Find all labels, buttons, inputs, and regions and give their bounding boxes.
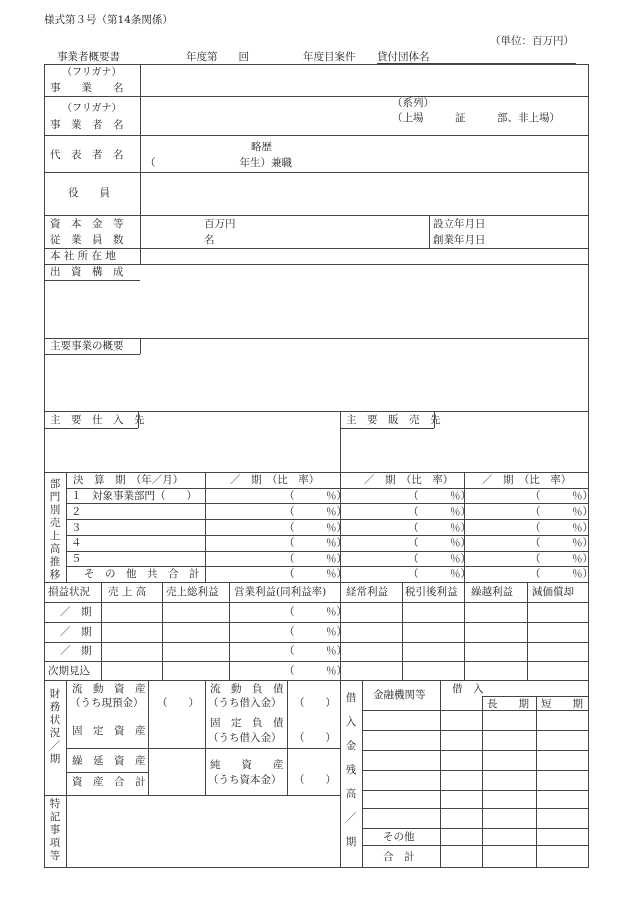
employees-unit: 名: [204, 234, 215, 246]
sales-side-label: 部門別売上高推移: [49, 478, 61, 581]
sales-row-3: ３: [71, 522, 82, 534]
sales-row-5: ５: [71, 553, 82, 565]
profit-header-sales: 売 上 高: [108, 586, 147, 598]
fixed-assets-label: 固 定 資 産: [72, 725, 146, 737]
officers-label: 役 員: [68, 187, 110, 199]
of-borrowing-label: （うち借入金）: [208, 697, 282, 709]
pct-cell: （ ％）: [284, 626, 347, 638]
pct-cell: （ ％）: [408, 522, 471, 534]
paren-cell: （ ）: [157, 697, 199, 709]
current-liab-label: 流 動 負 債: [210, 683, 284, 695]
sales-row-2: ２: [71, 506, 82, 518]
paren-cell: （ ）: [294, 774, 336, 786]
representative-label: 代 表 者 名: [50, 149, 124, 161]
profit-header-operating: 営業利益(同利益率): [234, 586, 327, 598]
long-term-label: 長 期: [487, 698, 529, 710]
pct-cell: （ ％）: [408, 490, 471, 502]
business-name-label: 事 業 名: [50, 82, 124, 94]
document-title: 事業者概要書: [57, 51, 120, 63]
born-year-label: （ 年生）兼職: [145, 157, 292, 169]
profit-header-ordinary: 経常利益: [346, 586, 388, 598]
established-label: 設立年月日: [433, 218, 486, 230]
furigana-label-2: （フリガナ）: [62, 103, 122, 114]
fiscal-case: 年度目案件: [303, 51, 356, 63]
period-col-1: ／ 期 （比 率）: [230, 474, 320, 486]
pct-cell: （ ％）: [284, 568, 347, 580]
pct-cell: （ ％）: [530, 506, 593, 518]
profit-header-label: 損益状況: [48, 586, 90, 598]
unit-label: （単位：百万円）: [490, 35, 574, 47]
paren-cell: （ ）: [294, 732, 336, 744]
of-cash-label: （うち現預金）: [70, 697, 144, 709]
pct-cell: （ ％）: [408, 537, 471, 549]
suppliers-label: 主 要 仕 入 先: [50, 414, 145, 426]
pct-cell: （ ％）: [284, 537, 347, 549]
profit-period-3: ／ 期: [60, 645, 92, 657]
form-number: 様式第３号（第14条関係）: [44, 14, 173, 26]
pct-cell: （ ％）: [530, 490, 593, 502]
capital-label: 資 本 金 等: [50, 218, 124, 230]
career-label: 略歴: [251, 141, 272, 153]
profit-header-depreciation: 減価償却: [532, 586, 574, 598]
operator-name-label: 事 業 者 名: [50, 119, 124, 131]
finance-side-label: 財務状況／期: [49, 688, 61, 765]
affiliation-label: （系列）: [392, 97, 434, 109]
pct-cell: （ ％）: [408, 553, 471, 565]
hq-address-label: 本 社 所 在 地: [50, 250, 116, 262]
fixed-liab-label: 固 定 負 債: [210, 717, 284, 729]
sales-row-1: １ 対象事業部門（ ）: [71, 490, 197, 502]
profit-header-retained: 繰越利益: [471, 586, 513, 598]
pct-cell: （ ％）: [284, 645, 347, 657]
employees-label: 従 業 員 数: [50, 234, 124, 246]
borrowing-label: 借 入: [452, 683, 484, 695]
total-assets-label: 資 産 合 計: [72, 776, 146, 788]
pct-cell: （ ％）: [284, 665, 347, 677]
loan-side-label: 借入金残高／期: [345, 692, 357, 848]
loan-total-label: 合 計: [383, 851, 415, 863]
profit-header-gross: 売上総利益: [166, 586, 219, 598]
pct-cell: （ ％）: [284, 490, 347, 502]
customers-label: 主 要 販 売 先: [346, 414, 441, 426]
main-business-label: 主要事業の概要: [50, 340, 124, 352]
remarks-side-label: 特記事項等: [49, 798, 61, 862]
paren-cell: （ ）: [294, 697, 336, 709]
sales-row-total: そ の 他 共 合 計: [84, 568, 200, 580]
profit-header-net: 税引後利益: [405, 586, 458, 598]
furigana-label-1: （フリガナ）: [62, 67, 122, 78]
current-assets-label: 流 動 資 産: [72, 683, 146, 695]
other-label: その他: [383, 831, 415, 843]
pct-cell: （ ％）: [284, 522, 347, 534]
pct-cell: （ ％）: [530, 537, 593, 549]
pct-cell: （ ％）: [530, 568, 593, 580]
capital-unit: 百万円: [204, 218, 236, 230]
net-assets-label: 純 資 産: [210, 759, 284, 771]
pct-cell: （ ％）: [530, 522, 593, 534]
pct-cell: （ ％）: [408, 568, 471, 580]
institution-label: 金融機関等: [373, 689, 426, 701]
profit-period-1: ／ 期: [60, 606, 92, 618]
listing-label: （上場 証 部、非上場）: [392, 112, 560, 124]
lender-label: 貸付団体名: [377, 51, 430, 63]
of-capital-label: （うち資本金）: [208, 774, 282, 786]
of-borrowing2-label: （うち借入金）: [208, 732, 282, 744]
investment-label: 出 資 構 成: [50, 266, 124, 278]
founded-label: 創業年月日: [433, 234, 486, 246]
pct-cell: （ ％）: [284, 553, 347, 565]
profit-forecast: 次期見込: [48, 665, 90, 677]
deferred-assets-label: 繰 延 資 産: [72, 755, 146, 767]
profit-period-2: ／ 期: [60, 626, 92, 638]
short-term-label: 短 期: [541, 698, 583, 710]
pct-cell: （ ％）: [408, 506, 471, 518]
period-col-3: ／ 期 （比 率）: [482, 474, 572, 486]
sales-row-4: ４: [71, 537, 82, 549]
pct-cell: （ ％）: [530, 553, 593, 565]
period-col-2: ／ 期 （比 率）: [364, 474, 454, 486]
period-header: 決 算 期 （年／月）: [73, 474, 184, 486]
pct-cell: （ ％）: [284, 506, 347, 518]
pct-cell: （ ％）: [284, 606, 347, 618]
fiscal-round: 年度第 回: [186, 51, 249, 63]
